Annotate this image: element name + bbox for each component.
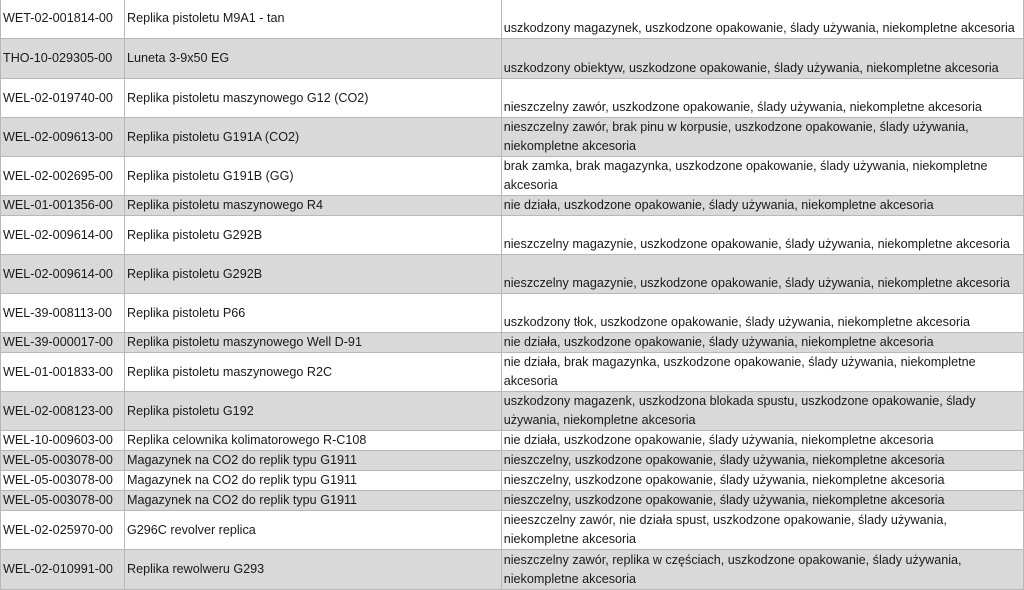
defects-cell: nieeszczelny zawór, nie działa spust, uszkodzone opakowanie, ślady używania, niekompletne akcesoria bbox=[501, 511, 1023, 550]
product-code-cell: WEL-02-010991-00 bbox=[1, 550, 125, 590]
product-name-cell: Replika celownika kolimatorowego R-C108 bbox=[124, 431, 501, 451]
product-code-cell: WEL-02-009614-00 bbox=[1, 216, 125, 255]
product-code-cell: WEL-02-025970-00 bbox=[1, 511, 125, 550]
defects-cell: brak zamka, brak magazynka, uszkodzone opakowanie, ślady używania, niekompletne akcesoria bbox=[501, 157, 1023, 196]
product-code-cell: THO-10-029305-00 bbox=[1, 39, 125, 79]
product-name-cell: Replika pistoletu G192 bbox=[124, 392, 501, 431]
defects-cell: nieszczelny magazynie, uszkodzone opakowanie, ślady używania, niekompletne akcesoria bbox=[501, 255, 1023, 294]
defects-cell: nie działa, uszkodzone opakowanie, ślady używania, niekompletne akcesoria bbox=[501, 333, 1023, 353]
table-row bbox=[1, 216, 1024, 255]
product-code-cell: WEL-05-003078-00 bbox=[1, 451, 125, 471]
product-name-cell: Replika pistoletu G191A (CO2) bbox=[124, 118, 501, 157]
defects-cell: nieszczelny magazynie, uszkodzone opakowanie, ślady używania, niekompletne akcesoria bbox=[501, 216, 1023, 255]
defects-cell: nie działa, uszkodzone opakowanie, ślady używania, niekompletne akcesoria bbox=[501, 431, 1023, 451]
table-row bbox=[1, 431, 1024, 451]
product-name-cell: Replika pistoletu maszynowego R2C bbox=[124, 353, 501, 392]
product-code-cell: WEL-02-008123-00 bbox=[1, 392, 125, 431]
product-name-cell: Magazynek na CO2 do replik typu G1911 bbox=[124, 451, 501, 471]
table-row bbox=[1, 196, 1024, 216]
product-name-cell: Luneta 3-9x50 EG bbox=[124, 39, 501, 79]
product-code-cell: WEL-02-002695-00 bbox=[1, 157, 125, 196]
product-name-cell: Replika rewolweru G293 bbox=[124, 550, 501, 590]
defects-cell: nieszczelny, uszkodzone opakowanie, ślady używania, niekompletne akcesoria bbox=[501, 491, 1023, 511]
defects-cell: nieszczelny zawór, brak pinu w korpusie, uszkodzone opakowanie, ślady używania, niekompletne akcesoria bbox=[501, 118, 1023, 157]
product-name-cell: Replika pistoletu maszynowego R4 bbox=[124, 196, 501, 216]
product-name-cell: Replika pistoletu G191B (GG) bbox=[124, 157, 501, 196]
table-row bbox=[1, 392, 1024, 431]
table-row bbox=[1, 353, 1024, 392]
defects-cell: nieszczelny zawór, uszkodzone opakowanie, ślady używania, niekompletne akcesoria bbox=[501, 79, 1023, 118]
table-row bbox=[1, 157, 1024, 196]
defects-cell: uszkodzony obiektyw, uszkodzone opakowanie, ślady używania, niekompletne akcesoria bbox=[501, 39, 1023, 79]
product-code-cell: WET-02-001814-00 bbox=[1, 0, 125, 39]
defects-cell: uszkodzony tłok, uszkodzone opakowanie, ślady używania, niekompletne akcesoria bbox=[501, 294, 1023, 333]
table-row bbox=[1, 39, 1024, 79]
product-name-cell: G296C revolver replica bbox=[124, 511, 501, 550]
defects-cell: nieszczelny, uszkodzone opakowanie, ślady używania, niekompletne akcesoria bbox=[501, 471, 1023, 491]
product-code-cell: WEL-39-008113-00 bbox=[1, 294, 125, 333]
table-row bbox=[1, 255, 1024, 294]
product-name-cell: Replika pistoletu G292B bbox=[124, 255, 501, 294]
product-name-cell: Replika pistoletu M9A1 - tan bbox=[124, 0, 501, 39]
product-name-cell: Replika pistoletu maszynowego Well D-91 bbox=[124, 333, 501, 353]
product-code-cell: WEL-02-009613-00 bbox=[1, 118, 125, 157]
defects-cell: nieszczelny zawór, replika w częściach, uszkodzone opakowanie, ślady używania, niekompletne akcesoria bbox=[501, 550, 1023, 590]
product-code-cell: WEL-05-003078-00 bbox=[1, 471, 125, 491]
product-code-cell: WEL-05-003078-00 bbox=[1, 491, 125, 511]
product-name-cell: Replika pistoletu maszynowego G12 (CO2) bbox=[124, 79, 501, 118]
product-code-cell: WEL-02-019740-00 bbox=[1, 79, 125, 118]
table-row bbox=[1, 79, 1024, 118]
product-code-cell: WEL-01-001356-00 bbox=[1, 196, 125, 216]
product-name-cell: Magazynek na CO2 do replik typu G1911 bbox=[124, 491, 501, 511]
table-row bbox=[1, 511, 1024, 550]
table-row bbox=[1, 118, 1024, 157]
table-row bbox=[1, 491, 1024, 511]
product-code-cell: WEL-02-009614-00 bbox=[1, 255, 125, 294]
product-name-cell: Replika pistoletu P66 bbox=[124, 294, 501, 333]
product-code-cell: WEL-39-000017-00 bbox=[1, 333, 125, 353]
table-row bbox=[1, 471, 1024, 491]
defects-cell: uszkodzony magazynek, uszkodzone opakowanie, ślady używania, niekompletne akcesoria bbox=[501, 0, 1023, 39]
table-row bbox=[1, 0, 1024, 39]
product-code-cell: WEL-10-009603-00 bbox=[1, 431, 125, 451]
product-code-cell: WEL-01-001833-00 bbox=[1, 353, 125, 392]
table-row bbox=[1, 550, 1024, 590]
defects-cell: nie działa, uszkodzone opakowanie, ślady używania, niekompletne akcesoria bbox=[501, 196, 1023, 216]
defects-cell: nieszczelny, uszkodzone opakowanie, ślady używania, niekompletne akcesoria bbox=[501, 451, 1023, 471]
table-row bbox=[1, 333, 1024, 353]
defects-cell: nie działa, brak magazynka, uszkodzone opakowanie, ślady używania, niekompletne akcesoria bbox=[501, 353, 1023, 392]
table-row bbox=[1, 294, 1024, 333]
defects-cell: uszkodzony magazenk, uszkodzona blokada spustu, uszkodzone opakowanie, ślady używania, niekompletne akcesoria bbox=[501, 392, 1023, 431]
table-row bbox=[1, 451, 1024, 471]
product-name-cell: Replika pistoletu G292B bbox=[124, 216, 501, 255]
product-name-cell: Magazynek na CO2 do replik typu G1911 bbox=[124, 471, 501, 491]
